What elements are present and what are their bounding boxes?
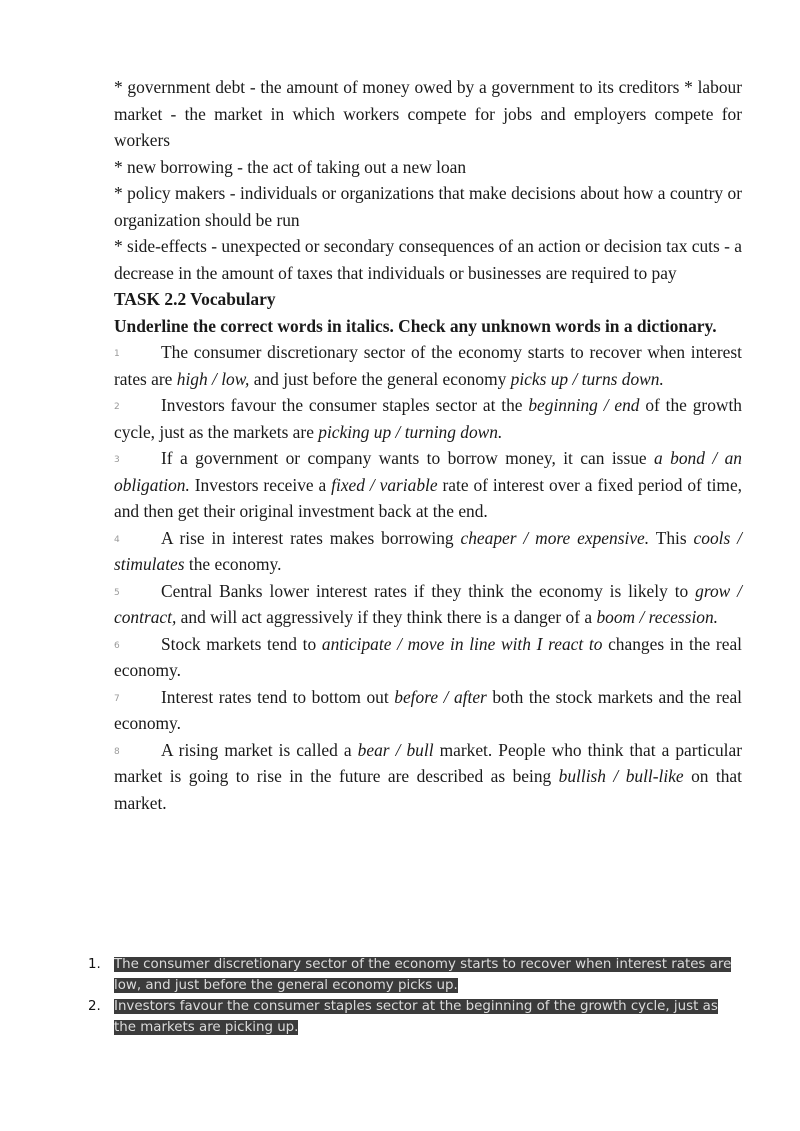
exercise-text: rate of interest over a fixed period of time, and then get their original investment back at the end. [114,474,743,521]
exercise-text: changes in the real economy. [114,633,742,680]
exercise-text: of the growth cycle, just as the markets are [114,395,742,442]
exercise-text: A rise in interest rates makes borrowing [161,527,461,548]
italic-choice: cools / stimulates [114,527,742,574]
italic-choice: cheaper / more expensive. [460,527,650,548]
exercise-item [114,525,742,578]
exercise-list [114,339,742,816]
exercise-text: If a government or company wants to borrow money, it can issue [161,448,655,468]
exercise-item [114,684,742,737]
exercise-number: 3 [114,455,120,465]
exercise-number: 7 [114,693,120,704]
task-instruction: Underline the correct words in italics. Check any unknown words in a dictionary. [114,315,717,336]
answer-item [88,996,748,1038]
answer-number: 1. [88,957,101,972]
italic-choice: boom / recession. [596,607,719,627]
italic-choice: before / after [394,686,487,707]
exercise-item [114,737,742,817]
exercise-item [114,339,742,392]
exercise-text: A rising market is called a [161,739,358,760]
answer-list [88,954,748,1038]
exercise-text: Interest rates tend to bottom out [161,686,395,707]
exercise-number: 6 [114,640,120,651]
highlighted-answer-text[interactable]: The consumer discretionary sector of the economy starts to recover when interest rates are low, and just before the general economy picks up. [114,957,732,993]
italic-choice: beginning / end [528,395,640,415]
answer-item [88,954,748,996]
italic-choice: picks up / turns down. [510,368,664,389]
exercise-text: The consumer discretionary sector of the economy starts to recover when interest rates are [114,342,742,389]
exercise-text: and will act aggressively if they think there is a danger of a [176,607,597,627]
exercise-text: and just before the general economy [249,368,511,389]
exercise-number: 1 [114,349,120,359]
exercise-text: market. People who think that a particular market is going to rise in the future are described as being [114,739,742,786]
definition-line: * side-effects - unexpected or secondary consequences of an action or decision tax cuts - a decrease in the amount of taxes that individuals or businesses are required to pay [114,236,742,283]
definition-line: * policy makers - individuals or organizations that make decisions about how a country or organization should be run [114,183,742,230]
exercise-text: on that market. [114,766,742,813]
exercise-text: both the stock markets and the real economy. [114,686,742,733]
exercise-text: Stock markets tend to [161,633,322,654]
exercise-number: 8 [114,746,120,757]
document-body [114,74,742,816]
definition-line: * new borrowing - the act of taking out a new loan [114,156,467,177]
exercise-text: the economy. [184,554,282,574]
italic-choice: bullish / bull-like [558,766,684,786]
italic-choice: high / low, [176,368,250,389]
definition-line: * government debt - the amount of money owed by a government to its creditors * labour market - the market in which workers compete for jobs and employers compete for workers [114,77,742,150]
italic-choice: a bond / an obligation. [114,448,742,495]
exercise-text: Investors receive a [189,474,332,495]
exercise-number: 2 [114,402,120,412]
exercise-number: 4 [114,534,120,545]
highlighted-answer-text[interactable]: Investors favour the consumer staples sector at the beginning of the growth cycle, just as the markets are picking up. [114,999,718,1035]
exercise-item [114,578,742,631]
exercise-text: Investors favour the consumer staples sector at the [161,395,529,415]
exercise-item [114,631,742,684]
exercise-item [114,392,742,445]
exercise-number: 5 [114,587,120,598]
italic-choice: bear / bull [357,739,434,760]
italic-choice: anticipate / move in line with I react to [321,633,603,654]
italic-choice: grow / contract, [114,580,742,627]
task-title: TASK 2.2 Vocabulary [114,289,276,309]
italic-choice: fixed / variable [331,474,438,495]
exercise-item [114,445,742,525]
exercise-text: Central Banks lower interest rates if they think the economy is likely to [161,580,696,601]
answer-number: 2. [88,999,101,1014]
italic-choice: picking up / turning down. [318,421,503,442]
exercise-text: This [649,527,694,548]
